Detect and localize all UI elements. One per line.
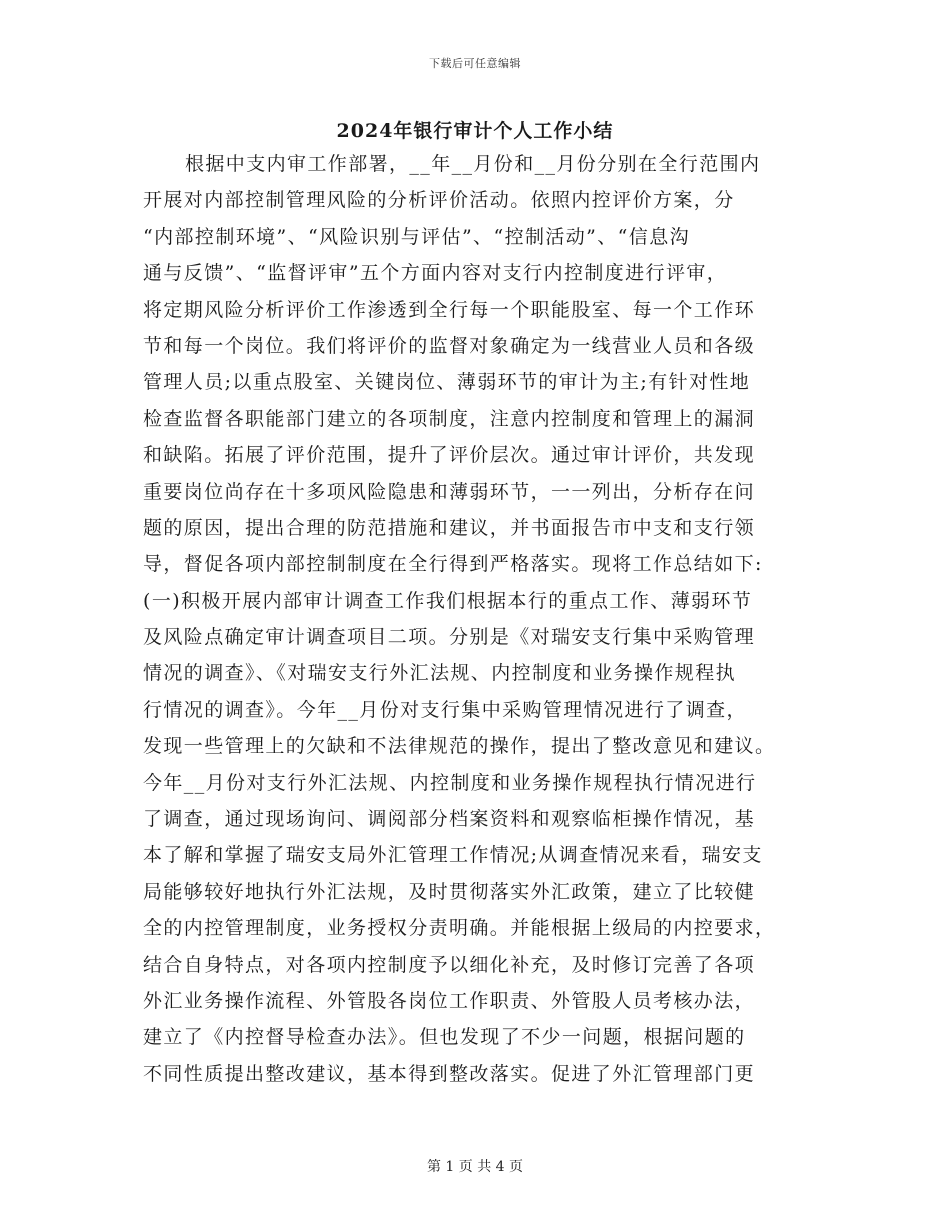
body-line: 不同性质提出整改建议，基本得到整改落实。促进了外汇管理部门更	[143, 1062, 756, 1085]
document-body	[143, 146, 803, 1092]
body-line: 局能够较好地执行外汇法规，及时贯彻落实外汇政策，建立了比较健	[143, 880, 756, 903]
body-line: 本了解和掌握了瑞安支局外汇管理工作情况;从调查情况来看，瑞安支	[143, 844, 763, 867]
body-line: 将定期风险分析评价工作渗透到全行每一个职能股室、每一个工作环	[143, 298, 756, 321]
body-line: 节和每一个岗位。我们将评价的监督对象确定为一线营业人员和各级	[143, 334, 756, 357]
body-line: 通与反馈”、“监督评审”五个方面内容对支行内控制度进行评审，	[143, 262, 728, 285]
body-line: 情况的调查》、《对瑞安支行外汇法规、内控制度和业务操作规程执	[143, 662, 737, 685]
body-line: (一)积极开展内部审计调查工作我们根据本行的重点工作、薄弱环节	[143, 589, 753, 612]
body-line: 管理人员;以重点股室、关键岗位、薄弱环节的审计为主;有针对性地	[143, 371, 751, 394]
body-line: “内部控制环境”、“风险识别与评估”、“控制活动”、“信息沟	[143, 225, 690, 248]
body-line: 建立了《内控督导检查办法》。但也发现了不少一问题，根据问题的	[143, 1026, 746, 1049]
body-line: 了调查，通过现场询问、调阅部分档案资料和观察临柜操作情况，基	[143, 808, 756, 831]
body-line: 和缺陷。拓展了评价范围，提升了评价层次。通过审计评价，共发现	[143, 444, 756, 467]
document-title: 2024年银行审计个人工作小结	[336, 120, 614, 142]
body-line: 今年__月份对支行外汇法规、内控制度和业务操作规程执行情况进行	[143, 771, 757, 794]
body-line: 根据中支内审工作部署，__年__月份和__月份分别在全行范围内	[185, 153, 761, 175]
body-line: 重要岗位尚存在十多项风险隐患和薄弱环节，一一列出，分析存在问	[143, 480, 756, 503]
body-line: 结合自身特点，对各项内控制度予以细化补充，及时修订完善了各项	[143, 953, 756, 976]
body-line: 检查监督各职能部门建立的各项制度，注意内控制度和管理上的漏洞	[143, 407, 756, 430]
page-number: 第 1 页 共 4 页	[426, 1159, 524, 1175]
body-line: 及风险点确定审计调查项目二项。分别是《对瑞安支行集中采购管理	[143, 626, 756, 649]
body-line: 行情况的调查》。今年__月份对支行集中采购管理情况进行了调查，	[143, 698, 747, 721]
body-line: 全的内控管理制度，业务授权分责明确。并能根据上级局的内控要求，	[143, 917, 776, 940]
body-line: 题的原因，提出合理的防范措施和建议，并书面报告市中支和支行领	[143, 516, 756, 539]
body-line: 发现一些管理上的欠缺和不法律规范的操作，提出了整改意见和建议。	[143, 735, 776, 758]
header-note: 下载后可任意编辑	[429, 57, 521, 70]
body-line: 开展对内部控制管理风险的分析评价活动。依照内控评价方案，分	[143, 189, 735, 212]
body-line: 导，督促各项内部控制制度在全行得到严格落实。现将工作总结如下:	[143, 553, 763, 576]
body-line: 外汇业务操作流程、外管股各岗位工作职责、外管股人员考核办法，	[143, 989, 756, 1012]
